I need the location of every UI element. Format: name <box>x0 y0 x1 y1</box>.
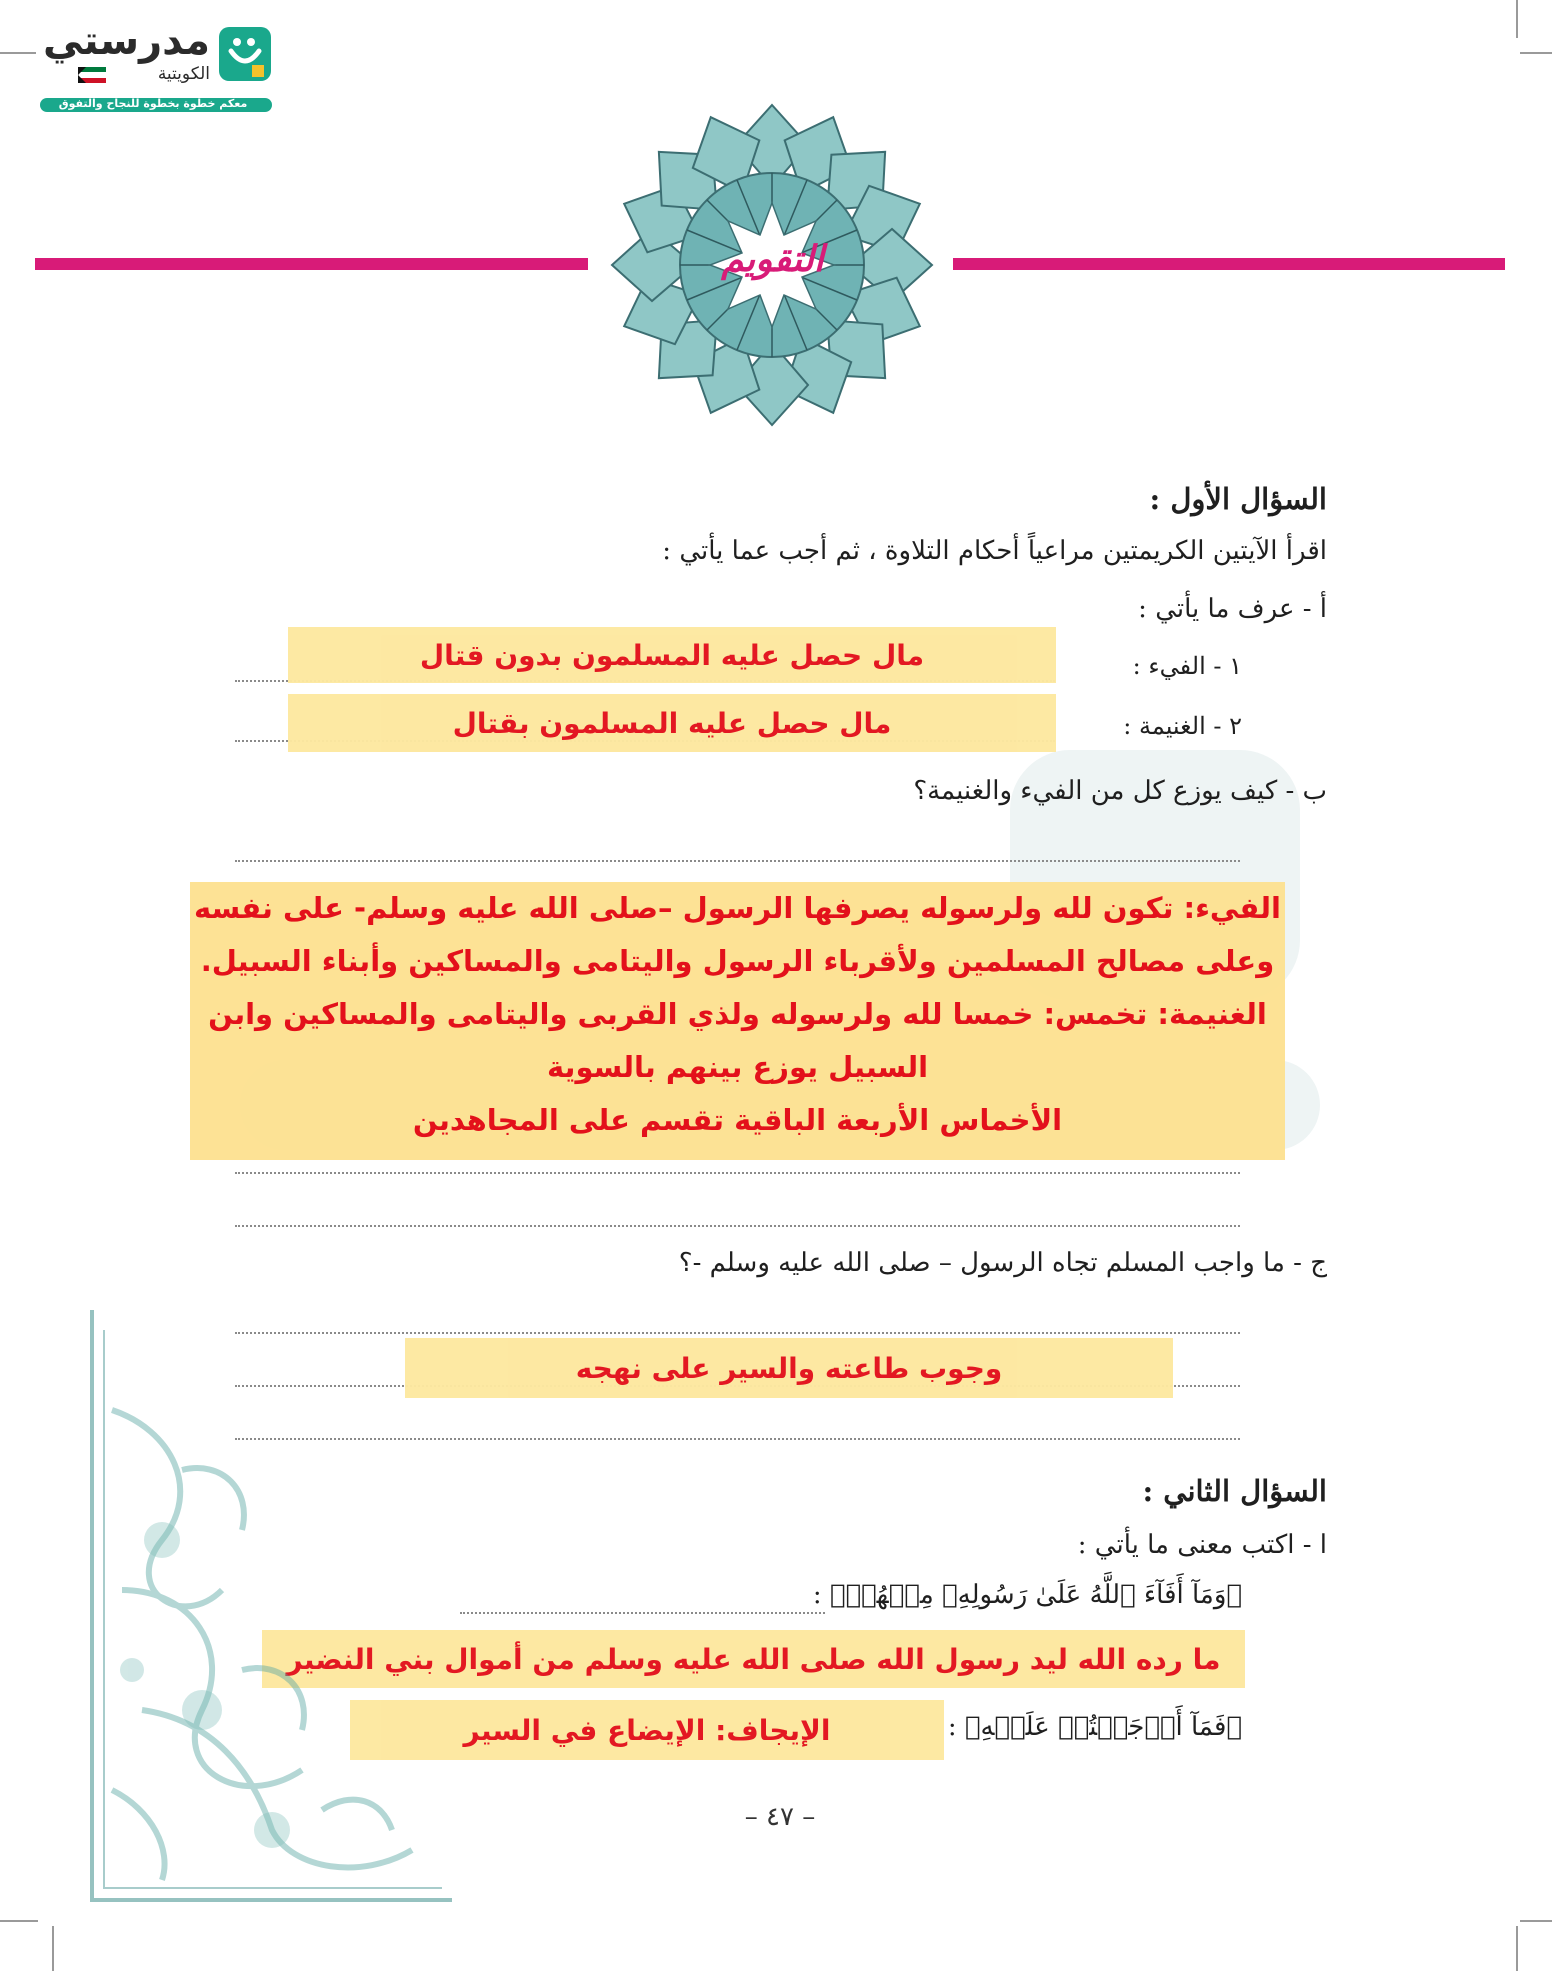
question-1-title: السؤال الأول : <box>1149 482 1327 516</box>
logo-subtitle: الكويتية <box>157 64 210 84</box>
kuwait-flag-icon <box>78 67 106 83</box>
question-1b-label: ب - كيف يوزع كل من الفيء والغنيمة؟ <box>913 776 1327 806</box>
answer-2a-2: الإيجاف: الإيضاع في السير <box>350 1700 944 1760</box>
answer-line <box>235 1172 1240 1174</box>
page-number: – ٤٧ – <box>744 1802 816 1832</box>
answer-1a-1: مال حصل عليه المسلمون بدون قتال <box>288 627 1056 683</box>
question-1a-item-1: ١ - الفيء : <box>1132 652 1242 680</box>
header-band-right <box>953 258 1505 270</box>
header-band-left <box>35 258 588 270</box>
answer-1b-line-4: السبيل يوزع بينهم بالسوية <box>546 1050 929 1084</box>
question-2a-label: ا - اكتب معنى ما يأتي : <box>1077 1530 1327 1560</box>
crop-mark <box>1516 0 1518 38</box>
crop-mark <box>1516 1926 1518 1971</box>
crop-mark <box>52 1926 54 1971</box>
answer-1b-line-1: الفيء: تكون لله ولرسوله يصرفها الرسول –صلى الله عليه وسلم- على نفسه <box>194 891 1281 925</box>
answer-2a-1: ما رده الله ليد رسول الله صلى الله عليه وسلم من أموال بني النضير <box>262 1630 1245 1688</box>
answer-1c: وجوب طاعته والسير على نهجه <box>405 1338 1173 1398</box>
question-1a-item-2: ٢ - الغنيمة : <box>1123 712 1242 740</box>
answer-line <box>460 1612 825 1614</box>
question-2a-verse-1: ﴿وَمَآ أَفَآءَ ٱللَّهُ عَلَىٰ رَسُولِهِۦ مِنۡهُمۡ﴾ : <box>812 1580 1242 1610</box>
crop-mark <box>0 1920 38 1922</box>
logo-tagline: معكم خطوة بخطوة للنجاح والتفوق <box>58 97 248 110</box>
question-2-title: السؤال الثاني : <box>1142 1474 1327 1508</box>
answer-1b <box>190 882 1285 1160</box>
crop-mark <box>1520 52 1552 54</box>
answer-line <box>235 1225 1240 1227</box>
question-1a-label: أ - عرف ما يأتي : <box>1138 594 1327 624</box>
section-title: التقويم <box>721 238 824 280</box>
answer-1a-2: مال حصل عليه المسلمون بقتال <box>288 694 1056 752</box>
answer-1b-line-2: وعلى مصالح المسلمين ولأقرباء الرسول واليتامى والمساكين وأبناء السبيل. <box>200 944 1275 978</box>
crop-mark <box>0 52 36 54</box>
crop-mark <box>1520 1920 1552 1922</box>
corner-ornament-icon <box>82 1290 462 1910</box>
question-1c-label: ج - ما واجب المسلم تجاه الرسول – صلى الله عليه وسلم -؟ <box>678 1248 1327 1278</box>
answer-line <box>235 860 1240 862</box>
logo-name: مدرستي <box>42 18 210 64</box>
answer-1b-line-3: الغنيمة: تخمس: خمسا لله ولرسوله ولذي القربى واليتامى والمساكين وابن <box>208 997 1267 1031</box>
question-1-intro: اقرأ الآيتين الكريمتين مراعياً أحكام التلاوة ، ثم أجب عما يأتي : <box>662 536 1327 566</box>
question-2a-verse-2: ﴿فَمَآ أَوۡجَفۡتُمۡ عَلَيۡهِ﴾ : <box>947 1712 1242 1742</box>
logo-mark-icon <box>219 27 271 81</box>
answer-1b-line-5: الأخماس الأربعة الباقية تقسم على المجاهدين <box>412 1103 1063 1137</box>
